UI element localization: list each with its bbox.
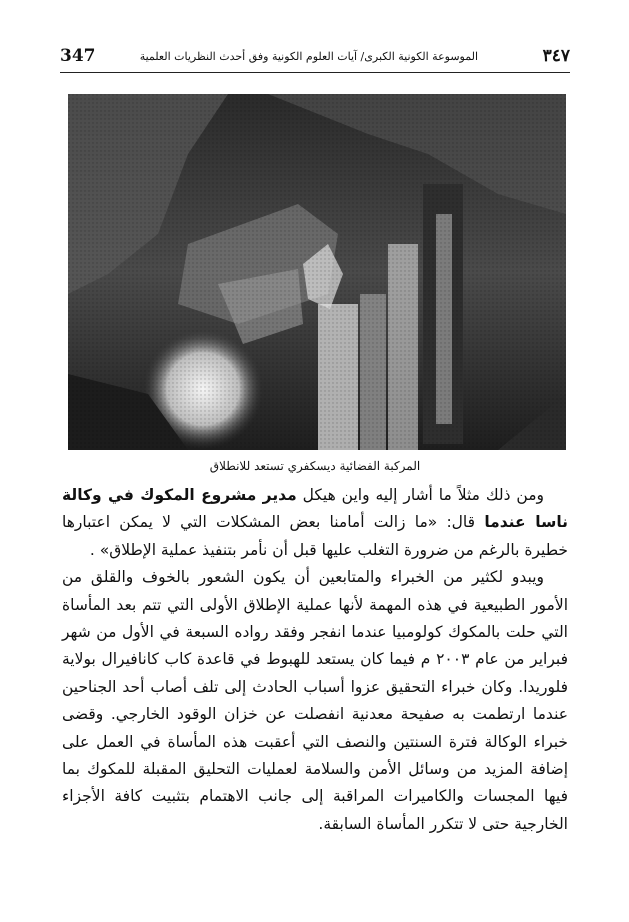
- page-number: 347: [60, 46, 96, 66]
- page-header: [60, 46, 570, 70]
- paragraph-2-text: ويبدو لكثير من الخبراء والمتابعين أن يكون الشعور بالخوف والقلق من الأمور الطبيعية في هذه المهمة لأنها عملية الإطلاق الأولى التي تتم بعد المأساة التي حلت بالمكوك كولومبيا عندما انفجر وفقد رواده السبعة في الأول من شهر فبراير من عام ٢٠٠٣ م فيما كان يستعد للهبوط في قاعدة كاب كانافيرال بولاية فلوريدا. وكان خبراء التحقيق عزوا أسباب الحادث إلى تلف أصاب أحد الجناحين عندما ارتطمت به صفيحة معدنية انفصلت عن خزان الوقود الخارجي. وقضى خبراء الوكالة فترة السنتين والنصف التي أعقبت هذه المأساة في العمل على إضافة المزيد من وسائل الأمن والسلامة لعمليات التحليق المقبلة للمكوك بما فيها المجسات والكاميرات المراقبة إلى جانب الاهتمام بتثبيت كافة الأجزاء الخارجية حتى لا تتكرر المأساة السابقة.: [62, 568, 568, 833]
- paragraph-1: [62, 482, 568, 564]
- figure-caption: المركبة الفضائية ديسكفري تستعد للانطلاق: [209, 459, 421, 473]
- shuttle-photo-image: [68, 94, 566, 450]
- page-number-arabic: ٣٤٧: [542, 46, 570, 66]
- shuttle-photo: [68, 94, 566, 450]
- header-rule: [60, 72, 570, 73]
- paragraph-1-bold: مدير مشروع المكوك في وكالة ناسا عندما: [62, 486, 568, 532]
- running-title: الموسوعة الكونية الكبرى/ آيات العلوم الكونية وفق أحدث النظريات العلمية: [139, 50, 478, 63]
- paragraph-2: [62, 564, 568, 838]
- body-text: [62, 482, 568, 838]
- paragraph-1-lead: ومن ذلك مثلاً ما أشار إليه واين هيكل: [296, 486, 544, 504]
- paragraph-1-rest: قال: «ما زالت أمامنا بعض المشكلات التي لا يمكن اعتبارها خطيرة بالرغم من ضرورة التغلب عليها قبل أن نأمر بتنفيذ عملية الإطلاق» .: [62, 513, 568, 559]
